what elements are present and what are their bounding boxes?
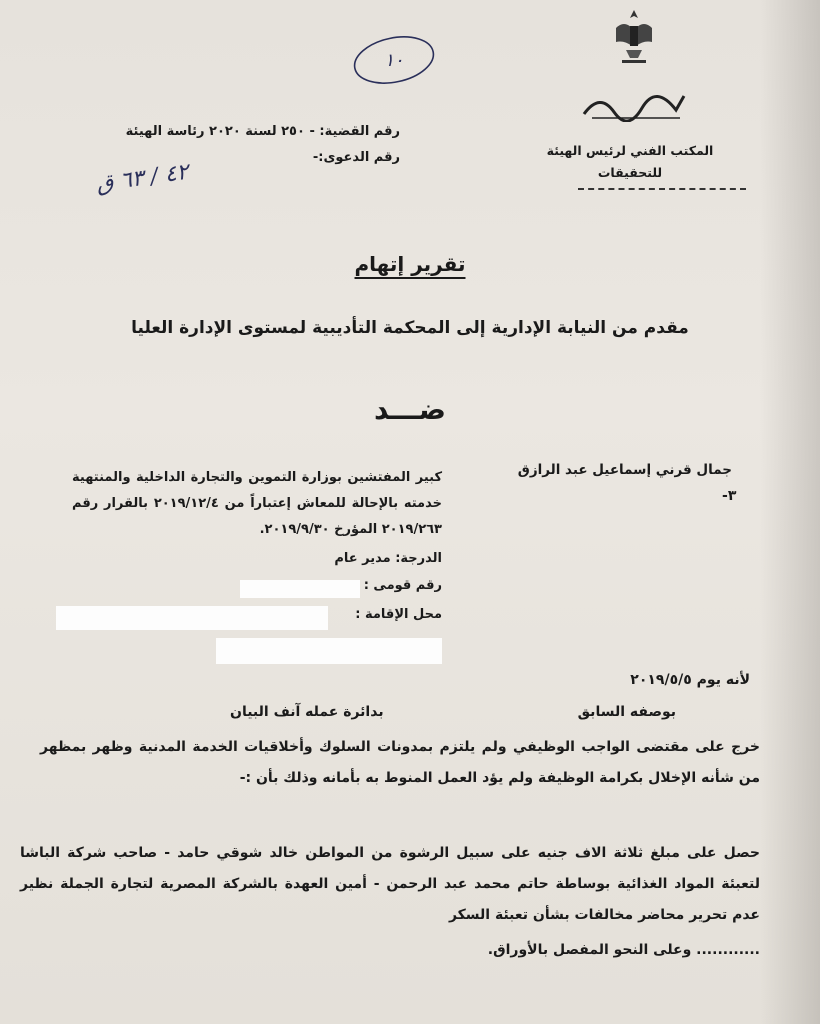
charge-date: لأنه يوم ٢٠١٩/٥/٥: [630, 672, 750, 688]
accused-number: ٣-: [722, 488, 737, 504]
header-divider: [578, 188, 746, 190]
redacted-national-id: [240, 580, 360, 598]
handwritten-page-number: ١٠: [384, 50, 404, 71]
redacted-residence-line-2: [216, 638, 442, 664]
handwritten-page-mark: [348, 30, 444, 92]
page-edge-shadow: [760, 0, 820, 1024]
capacity-workplace: بدائرة عمله آنف البيان: [230, 704, 384, 720]
handwritten-case-number: ٤٢ / ٦٣ ق: [94, 159, 191, 198]
office-line-2: للتحقيقات: [597, 165, 663, 180]
capacity-former: بوصفه السابق: [577, 704, 676, 720]
charge-paragraph-3: ............ وعلى النحو المفصل بالأوراق.: [487, 942, 760, 958]
org-logo: [580, 88, 690, 122]
against-label: ضـــد: [374, 393, 446, 426]
residence-label: محل الإقامة :: [355, 607, 442, 622]
calligraphy-logo-icon: [580, 88, 690, 122]
document-title-text: تقرير إتهام: [354, 252, 466, 276]
document-subtitle: مقدم من النيابة الإدارية إلى المحكمة التأديبية لمستوى الإدارة العليا: [131, 318, 689, 338]
accused-grade: الدرجة: مدير عام: [334, 551, 442, 566]
accused-name: جمال قرني إسماعيل عبد الرازق: [517, 462, 732, 478]
charge-paragraph-2: حصل على مبلغ ثلاثة الاف جنيه على سبيل الرشوة من المواطن خالد شوقي حامد - صاحب شركة الباشا لتعبئة المواد الغذائية بوساطة حاتم محمد عبد الرحمن - أمين العهدة بالشركة المصرية لتجارة الجملة نظير عدم تحرير محاضر مخالفات بشأن تعبئة السكر: [20, 845, 760, 923]
charge-paragraph-1: خرج على مقتضى الواجب الوظيفي ولم يلتزم بمدونات السلوك وأخلاقيات الخدمة المدنية وظهر بمظهر من شأنه الإخلال بكرامة الوظيفة ولم يؤد العمل المنوط به بأمانه وذلك بأن :-: [40, 739, 760, 786]
office-line-1: المكتب الفني لرئيس الهيئة: [546, 143, 714, 158]
office-block: [530, 140, 730, 184]
accused-description: كبير المفتشين بوزارة التموين والتجارة الداخلية والمنتهية خدمته بالإحالة للمعاش إعتباراً من ٢٠١٩/١٢/٤ بالقرار رقم ٢٠١٩/٢٦٣ المؤرخ ٢٠١٩/٩/٣٠.: [72, 470, 442, 537]
case-number: رقم القضية: - ٢٥٠ لسنة ٢٠٢٠ رئاسة الهيئة: [125, 124, 400, 139]
document-title: [0, 252, 820, 276]
claim-number: رقم الدعوى:-: [312, 150, 400, 165]
redacted-residence: [56, 606, 328, 630]
national-id-label: رقم قومى :: [363, 578, 442, 593]
eagle-emblem-icon: [612, 6, 656, 66]
